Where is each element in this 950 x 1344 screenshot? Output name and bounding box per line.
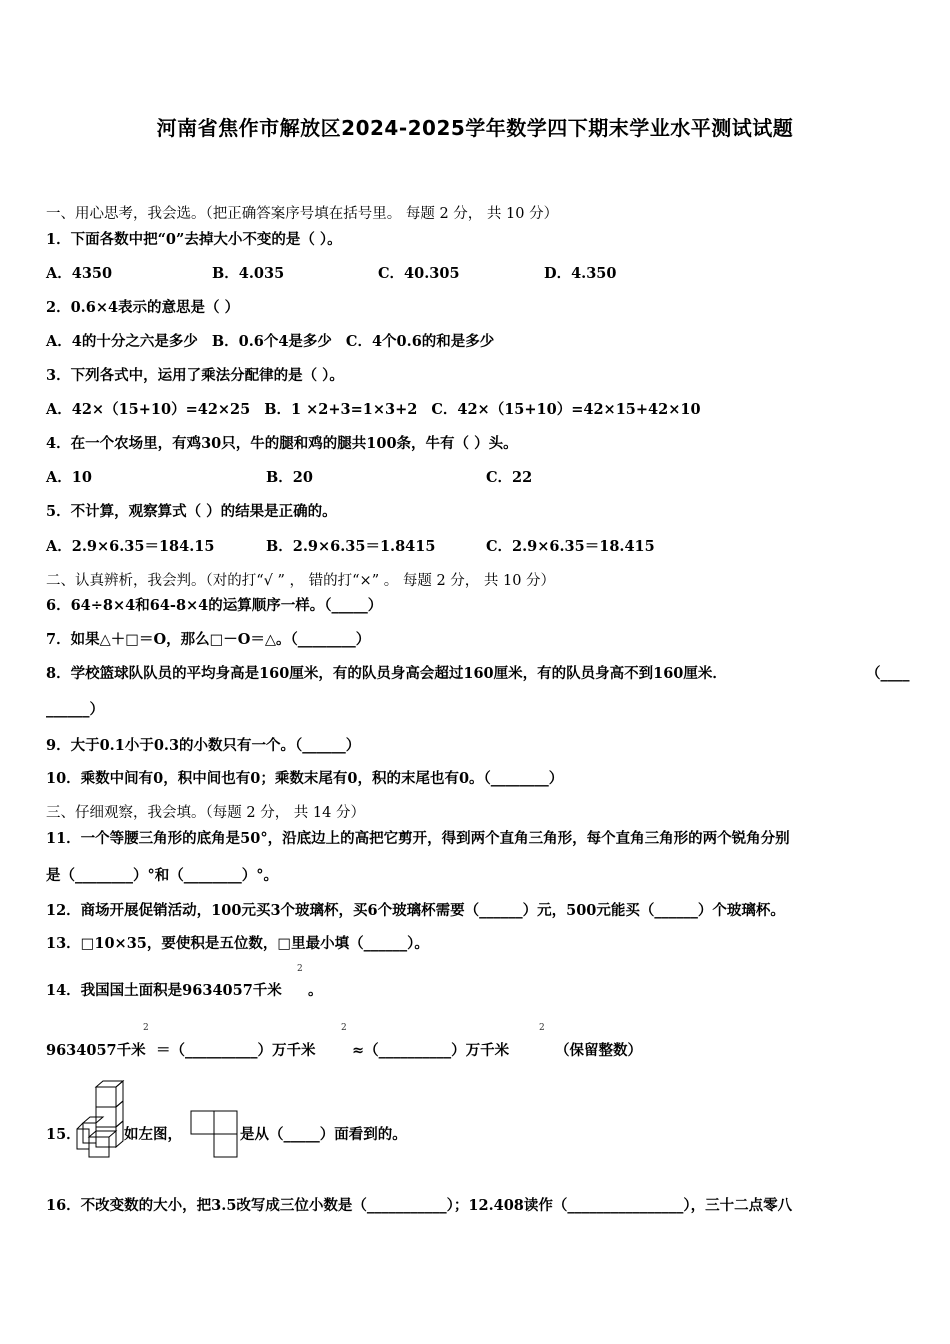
question-15-number: 15． — [46, 1126, 81, 1143]
q2-option-c[interactable]: C．4个0.6的和是多少 — [345, 333, 495, 350]
question-14-end: 。 — [308, 982, 323, 999]
superscript-2: 2 — [341, 1023, 347, 1033]
q1-option-d[interactable]: D．4.350 — [544, 265, 617, 282]
question-14-part1: 9634057千米 — [46, 1042, 146, 1059]
q3-option-b[interactable]: B．1 ×2+3=1×3+2 — [264, 401, 418, 418]
question-3-options — [46, 398, 701, 419]
q5-option-a[interactable]: A．2.9×6.35＝184.15 — [46, 538, 215, 555]
question-11-cont: 是（________）°和（________）°。 — [46, 867, 278, 884]
question-1-options — [46, 262, 616, 283]
q2-option-a[interactable]: A．4的十分之六是多少 — [46, 333, 198, 350]
question-11: 11．一个等腰三角形的底角是50°，沿底边上的高把它剪开，得到两个直角三角形，每个直角三角形的两个锐角分别 — [46, 830, 790, 847]
question-2-options — [46, 330, 494, 351]
question-2: 2．0.6×4表示的意思是（ ） — [46, 299, 240, 316]
question-8-blank-end: ______） — [46, 701, 104, 718]
question-5-options — [46, 535, 655, 556]
question-9: 9．大于0.1小于0.3的小数只有一个。（______） — [46, 737, 361, 754]
question-14: 14．我国国土面积是9634057千米 — [46, 982, 282, 999]
q3-option-c[interactable]: C．42×（15+10）=42×15+42×10 — [431, 401, 701, 418]
question-4: 4．在一个农场里，有鸡30只，牛的腿和鸡的腿共100条，牛有（ ）头。 — [46, 435, 518, 452]
question-1: 1．下面各数中把“0”去掉大小不变的是（ ）。 — [46, 231, 342, 248]
superscript-2: 2 — [143, 1023, 149, 1033]
question-14-part4: （保留整数） — [555, 1042, 642, 1059]
question-14-part3: ≈（__________）万千米 — [352, 1042, 510, 1059]
question-5: 5．不计算，观察算式（ ）的结果是正确的。 — [46, 503, 337, 520]
question-4-options — [46, 466, 532, 487]
q3-option-a[interactable]: A．42×（15+10）=42×25 — [46, 401, 251, 418]
question-14-part2: ＝（__________）万千米 — [156, 1042, 316, 1059]
superscript-2: 2 — [539, 1023, 545, 1033]
q5-option-c[interactable]: C．2.9×6.35＝18.415 — [486, 538, 655, 555]
q4-option-a[interactable]: A．10 — [46, 469, 92, 486]
question-13: 13．□10×35，要使积是五位数，□里最小填（______）。 — [46, 935, 429, 952]
question-3: 3．下列各式中，运用了乘法分配律的是（ ）。 — [46, 367, 344, 384]
cube-stack-figure — [76, 1080, 126, 1158]
q4-option-b[interactable]: B．20 — [266, 469, 313, 486]
question-8: 8．学校篮球队队员的平均身高是160厘米，有的队员身高会超过160厘米，有的队员身高不到160厘米． — [46, 665, 727, 682]
question-6: 6．64÷8×4和64-8×4的运算顺序一样。（_____） — [46, 597, 383, 614]
q1-option-b[interactable]: B．4.035 — [212, 265, 285, 282]
q4-option-c[interactable]: C．22 — [486, 469, 533, 486]
section1-heading: 一、用心思考，我会选。（把正确答案序号填在括号里。 每题 2 分， 共 10 分） — [46, 206, 559, 222]
question-12: 12．商场开展促销活动，100元买3个玻璃杯，买6个玻璃杯需要（______）元，500元能买（______）个玻璃杯。 — [46, 902, 785, 919]
superscript-2: 2 — [297, 964, 303, 974]
section3-heading: 三、仔细观察，我会填。（每题 2 分， 共 14 分） — [46, 805, 365, 821]
q1-option-a[interactable]: A．4350 — [46, 265, 113, 282]
question-7: 7．如果△＋□＝O，那么□－O＝△。（________） — [46, 631, 371, 648]
question-16: 16．不改变数的大小，把3.5改写成三位小数是（___________）；12.408读作（________________），三十二点零八 — [46, 1197, 793, 1214]
q1-option-c[interactable]: C．40.305 — [378, 265, 460, 282]
question-8-blank-start: （____ — [866, 665, 910, 682]
question-10: 10．乘数中间有0，积中间也有0；乘数末尾有0，积的末尾也有0。（________） — [46, 770, 564, 787]
q2-option-b[interactable]: B．0.6个4是多少 — [211, 333, 332, 350]
section2-heading: 二、认真辨析，我会判。（对的打“√ ” ， 错的打“×” 。 每题 2 分， 共 10 分） — [46, 573, 556, 589]
question-15-middle: 如左图， — [124, 1126, 182, 1143]
view-shape-figure — [190, 1110, 240, 1158]
page-title: 河南省焦作市解放区2024-2025学年数学四下期末学业水平测试试题 — [156, 116, 794, 140]
question-15-end: 是从（_____）面看到的。 — [240, 1126, 407, 1143]
q5-option-b[interactable]: B．2.9×6.35＝1.8415 — [266, 538, 436, 555]
